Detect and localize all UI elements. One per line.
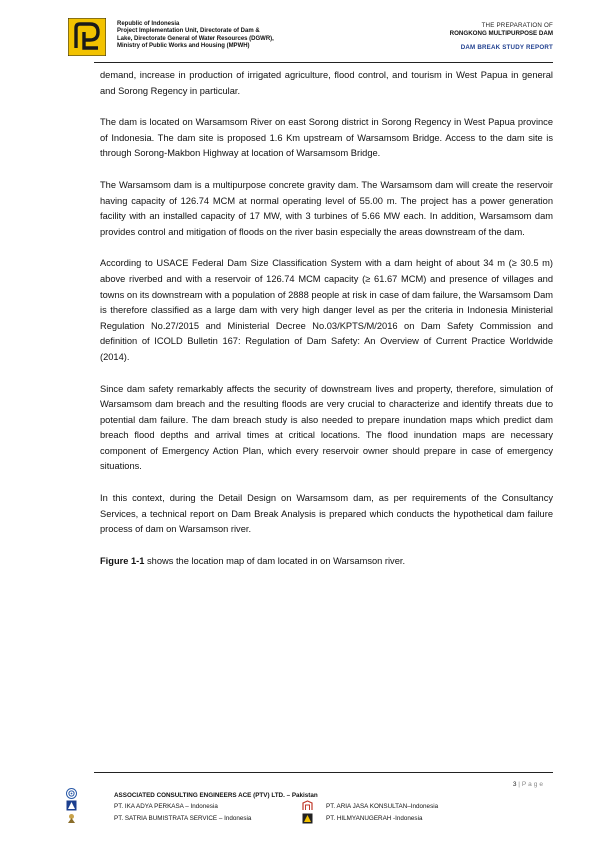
aria-logo-icon xyxy=(302,800,313,811)
page-number: 3 xyxy=(512,781,517,788)
paragraph-1: demand, increase in production of irrigated agriculture, flood control, and tourism in West Papua in general and Sorong Regency in particular. xyxy=(100,70,553,96)
paragraph-7-text: shows the location map of dam located in on Warsamson river. xyxy=(144,555,406,566)
project-name: RONGKONG MULTIPURPOSE DAM xyxy=(449,29,553,37)
paragraph-2: The dam is located on Warsamsom River on east Sorong district in Sorong Regency in West Papua province of Indonesia. The dam site is proposed 1.6 Km upstream of Warsamsom Bridge. Access to the dam site is through Sorong-Makbon Highway at location of Warsamsom Bridge. xyxy=(100,117,553,159)
partner-aria: PT. ARIA JASA KONSULTAN–Indonesia xyxy=(326,803,439,810)
pupr-logo-icon xyxy=(68,18,106,56)
page-header xyxy=(68,17,556,59)
header-divider xyxy=(94,62,553,63)
figure-reference-link[interactable]: Figure 1-1 xyxy=(100,555,145,566)
ministry-line-2: Project Implementation Unit, Directorate of Dam & xyxy=(117,28,260,35)
ika-logo-icon xyxy=(66,800,77,811)
ministry-line-1: Republic of Indonesia xyxy=(117,21,180,27)
ministry-block xyxy=(117,21,307,51)
hilmy-logo-icon xyxy=(302,813,313,824)
paragraph-3: The Warsamsom dam is a multipurpose concrete gravity dam. The Warsamsom dam will create the reservoir having capacity of 126.74 MCM at normal operating level of 55.00 m. The project has a power generation facility with an installed capacity of 17 MW, with 3 turbines of 5.66 MW each. In addition, Warsamsom dam provides control and mitigation of floods on the river basin especially the areas downstream of the dam. xyxy=(100,179,553,237)
satria-logo-icon xyxy=(66,813,77,824)
footer-divider xyxy=(94,772,553,773)
page-number-block xyxy=(513,781,545,788)
partner-satria: PT. SATRIA BUMISTRATA SERVICE – Indonesia xyxy=(114,815,252,822)
partner-ika: PT. IKA ADYA PERKASA – Indonesia xyxy=(114,803,218,810)
preparation-label: THE PREPARATION OF xyxy=(481,22,553,29)
footer-company: ASSOCIATED CONSULTING ENGINEERS ACE (PTV) LTD. – Pakistan xyxy=(114,792,318,799)
ministry-line-4: Ministry of Public Works and Housing (MPWH) xyxy=(117,43,250,50)
report-title-block xyxy=(450,22,553,52)
paragraph-5: Since dam safety remarkably affects the security of downstream lives and property, therefore, simulation of Warsamsom dam breach and the resulting floods are very crucial to characterize and identify threats due to potential dam failure. The dam breach study is also needed to prepare inundation maps which predict dam breach flood depths and arrival times at critical locations. The flood inundation maps are necessary component of Emergency Action Plan, which every reservoir owner should prepare in case of emergency situations. xyxy=(100,383,553,472)
report-name: DAM BREAK STUDY REPORT xyxy=(460,44,553,52)
paragraph-6: In this context, during the Detail Design on Warsamsom dam, as per requirements of the Consultancy Services, a technical report on Dam Break Analysis is prepared which conducts the hypothetical dam failure process of dam on Warsamson river. xyxy=(100,493,553,535)
paragraph-7 xyxy=(100,554,553,570)
paragraph-4: According to USACE Federal Dam Size Classification System with a dam height of about 34 m (≥ 30.5 m) above riverbed and with a reservoir of 126.74 MCM capacity (≥ 61.67 MCM) and presence of villages and towns on its downstream with a population of 2888 people at risk in case of dam failure, the Warsamsom Dam is therefore classified as a large dam with very high danger level as per the criteria in Indonesia Ministerial Regulation No.27/2015 and Ministerial Decree No.03/KPTS/M/2016 on Dam Safety Commission and definition of ICOLD Bulletin 167: Regulation of Dam Safety: An Overview of Current Practice Worldwide (2014). xyxy=(100,258,553,362)
partner-hilmy: PT. HILMYANUGERAH -Indonesia xyxy=(326,815,423,822)
document-body xyxy=(100,68,553,585)
page-label: Page xyxy=(521,781,545,788)
ace-logo-icon xyxy=(66,788,77,799)
ministry-line-3: Lake, Directorate General of Water Resources (DGWR), xyxy=(117,35,274,42)
page-separator: | xyxy=(516,781,522,788)
